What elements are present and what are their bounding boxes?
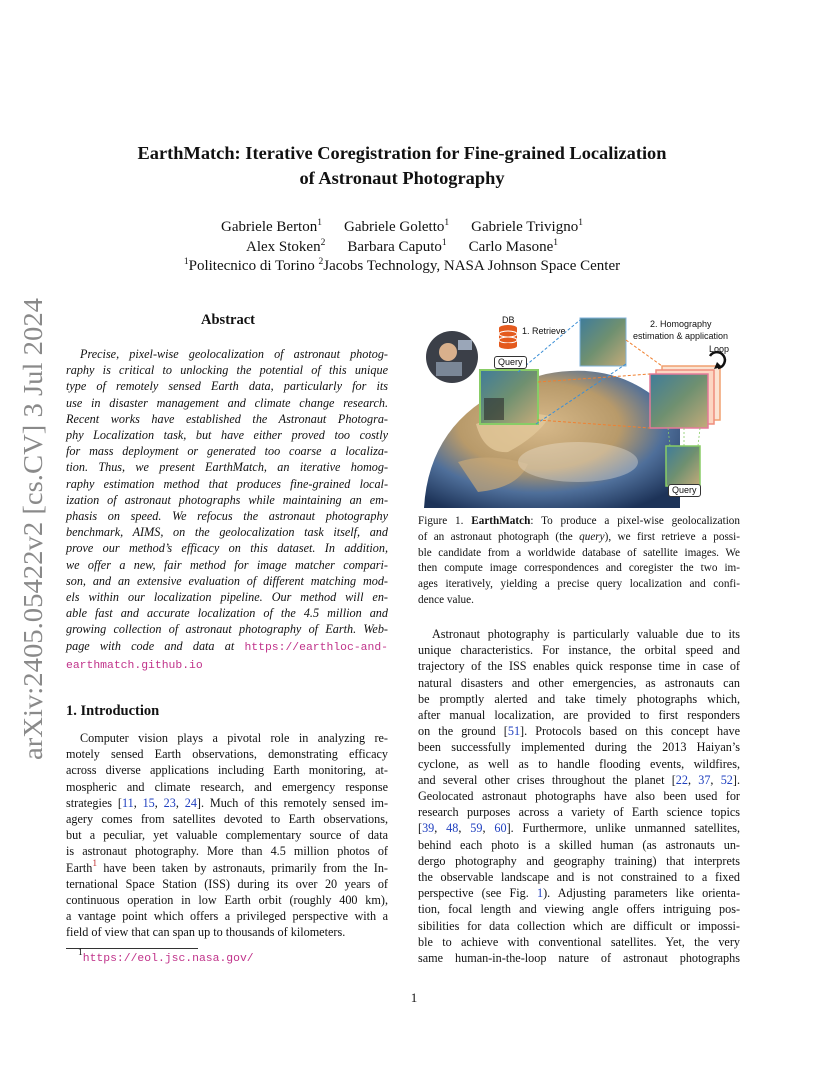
coregistered-image-stack bbox=[650, 374, 708, 428]
project-url-link[interactable]: https://earthloc-and- bbox=[244, 641, 388, 654]
body-line: mospheric and climate research, and emergency response bbox=[66, 779, 388, 794]
citation-link[interactable]: 23 bbox=[163, 795, 176, 810]
body-line: ternational Space Station (ISS) during its over 20 years of bbox=[66, 876, 388, 891]
section-heading-introduction: 1. Introduction bbox=[66, 703, 160, 719]
citation-link[interactable]: 51 bbox=[507, 724, 521, 739]
affiliation-mark: 1 bbox=[444, 218, 450, 228]
author-row-2 bbox=[96, 238, 708, 258]
title-line-2: of Astronaut Photography bbox=[299, 168, 505, 188]
abstract-line: for mass deployment or generated too coarse a localiza- bbox=[66, 444, 388, 459]
figure-1-caption bbox=[418, 514, 740, 609]
figure-label-homography: 2. Homography bbox=[650, 319, 712, 329]
body-line: natural disasters and other emergencies, as astronauts can bbox=[418, 675, 740, 690]
body-line: research purposes across a variety of Earth science topics bbox=[418, 805, 740, 820]
paper-title bbox=[96, 141, 708, 191]
body-line: tion, focal length and viewing angle offers intriguing pos- bbox=[418, 902, 740, 917]
earth-globe-image bbox=[424, 371, 680, 508]
abstract-heading: Abstract bbox=[201, 312, 255, 328]
author-name: Barbara Caputo bbox=[347, 238, 442, 255]
author-name: Alex Stoken bbox=[246, 238, 321, 255]
figure-1 bbox=[418, 312, 740, 508]
caption-line: dence value. bbox=[418, 593, 474, 606]
author-name: Gabriele Trivigno bbox=[471, 219, 579, 235]
author-name: Carlo Masone bbox=[468, 238, 554, 255]
author-name: Gabriele Goletto bbox=[343, 219, 445, 235]
abstract-line bbox=[66, 638, 388, 656]
citation-link[interactable]: 39 bbox=[422, 821, 435, 836]
body-line: continuous operation in low Earth orbit (roughly 400 km), bbox=[66, 893, 388, 908]
title-line-1: EarthMatch: Iterative Coregistration for Fine-grained Localization bbox=[137, 143, 667, 163]
body-line: motely sensed Earth observations, demonstrating efficacy bbox=[66, 747, 388, 762]
abstract-line: Precise, pixel-wise geolocalization of astronaut photog- bbox=[80, 347, 388, 361]
citation-link[interactable]: 22 bbox=[675, 772, 688, 787]
abstract-line: els within our localization pipeline. Our method will en- bbox=[66, 590, 388, 605]
abstract-line: prove our method’s efficacy on this dataset. In addition, bbox=[66, 541, 388, 556]
body-line: but a peculiar, yet valuable complementary source of data bbox=[66, 828, 388, 843]
citation-link[interactable]: 37 bbox=[698, 772, 711, 787]
author-row-1 bbox=[96, 218, 708, 238]
affiliation-mark: 1 bbox=[317, 218, 322, 228]
body-line: be promptly alerted and take timely photographs which, bbox=[418, 691, 740, 706]
body-line: dergo photography and geography training) that interprets bbox=[418, 853, 740, 868]
body-line: strategies [11, 15, 23, 24]. Much of this remotely sensed im- bbox=[66, 795, 388, 810]
caption-line: Figure 1. EarthMatch: To produce a pixel-wise geolocalization bbox=[418, 515, 740, 527]
abstract-line: type of remotely sensed Earth data, particularly for its bbox=[66, 379, 388, 394]
body-line: sibilities for data collection which are difficult or impossi- bbox=[418, 918, 740, 933]
abstract-line: growing collection of astronaut photography of Earth. Web- bbox=[66, 622, 388, 637]
body-line: is astronaut photography. More than 4.5 million photos of bbox=[66, 844, 388, 859]
abstract-body bbox=[66, 346, 388, 674]
affiliations bbox=[96, 257, 708, 277]
database-icon bbox=[499, 325, 517, 349]
body-line: same human-in-the-loop nature of astronaut photographs bbox=[418, 951, 740, 966]
caption-line: ages iteratively, yielding a precise query localization and confi- bbox=[418, 578, 740, 591]
figure-label-estimation: estimation & application bbox=[633, 331, 729, 341]
body-line: trajectory of the ISS enables quick response time in case of bbox=[418, 659, 740, 674]
body-line: field of view that can span up to thousands of kilometers. bbox=[66, 925, 346, 940]
arxiv-stamp-text: arXiv:2405.05422v2 [cs.CV] 3 Jul 2024 bbox=[18, 325, 48, 760]
caption-line: then compute image correspondences and coregister the two im- bbox=[418, 562, 740, 575]
affiliation-mark: 2 bbox=[320, 237, 326, 248]
body-line: Computer vision plays a pivotal role in analyzing re- bbox=[80, 731, 388, 745]
body-line: ble to achieve with conventional satellites. Yet, the very bbox=[418, 934, 740, 949]
body-line: unique characteristics. For instance, the orbital speed and bbox=[418, 643, 740, 658]
affiliation-mark: 1 bbox=[578, 218, 583, 228]
abstract-line: Recent works have established the Astronaut Photogra- bbox=[66, 411, 388, 426]
affiliation-mark: 1 bbox=[441, 237, 447, 248]
affiliation-mark: 1 bbox=[183, 257, 189, 267]
body-line: a vantage point which offers a privileged perspective with a bbox=[66, 909, 388, 924]
figure-ref-link[interactable]: 1 bbox=[537, 886, 544, 901]
affiliation-mark: 2 bbox=[318, 257, 324, 267]
citation-link[interactable]: 48 bbox=[446, 821, 459, 836]
body-line: cyclone, as well as to handle flooding events, wildfires, bbox=[418, 756, 740, 771]
footnote-url-link[interactable]: https://eol.jsc.nasa.gov/ bbox=[82, 953, 254, 965]
citation-link[interactable]: 15 bbox=[142, 795, 155, 810]
arxiv-stamp bbox=[4, 282, 56, 782]
figure-label-db: DB bbox=[502, 315, 515, 325]
affiliation-1: Politecnico di Torino bbox=[188, 258, 319, 274]
abstract-line: ization of astronaut photographs while maintaining an em- bbox=[66, 492, 388, 507]
footnote-rule bbox=[66, 948, 198, 949]
caption-line: ble candidate from a worldwide database of satellite images. We bbox=[418, 546, 740, 559]
body-line: Earth$^1$ have been taken by astronauts, primarily from the In- bbox=[66, 858, 388, 875]
body-line: on the ground [51]. Protocols based on this concept have bbox=[418, 724, 740, 739]
body-line: perspective (see Fig. 1). Adjusting parameters like orienta- bbox=[418, 886, 740, 901]
affiliation-2: Jacobs Technology, NASA Johnson Space Center bbox=[323, 258, 621, 274]
citation-link[interactable]: 59 bbox=[470, 821, 483, 836]
body-line: after manual localization, are provided to first responders bbox=[418, 708, 740, 723]
citation-link[interactable]: 52 bbox=[720, 772, 733, 787]
abstract-line: son, and an extensive evaluation of different matching mod- bbox=[66, 573, 388, 588]
figure-1-graphic bbox=[418, 312, 740, 508]
retrieved-satellite-image bbox=[580, 318, 626, 366]
author-name: Gabriele Berton bbox=[221, 219, 318, 235]
abstract-line: benchmark, AIMS, on the geolocalization task itself, and bbox=[66, 525, 388, 540]
abstract-line: able fast and accurate localization of the 4.5 million and bbox=[66, 606, 388, 621]
abstract-line: phy Localization task, but have either proved too costly bbox=[66, 428, 388, 443]
citation-link[interactable]: 60 bbox=[494, 821, 507, 836]
author-block bbox=[96, 218, 708, 277]
figure-label-query-top: Query bbox=[494, 356, 527, 369]
body-line: Geolocated astronaut photographs have also been used for bbox=[418, 789, 740, 804]
abstract-line: use in disaster management and climate change research. bbox=[66, 395, 388, 410]
citation-link[interactable]: 11 bbox=[121, 795, 134, 810]
abstract-line: we offer a new, fair method for image matcher compari- bbox=[66, 557, 388, 572]
body-line: been successfully implemented during the 2013 Haiyan’s bbox=[418, 740, 740, 755]
abstract-line: phasis on speed. We refocus the astronaut photography bbox=[66, 509, 388, 524]
body-line: the observable landscape and is not constrained to a fixed bbox=[418, 870, 740, 885]
abstract-line: raphy is critical to unlocking the potential of this unique bbox=[66, 363, 388, 378]
figure-label-retrieve: 1. Retrieve bbox=[522, 326, 566, 336]
abstract-line: tion. Thus, we present EarthMatch, an iterative homog- bbox=[66, 460, 388, 475]
figure-label-loop: Loop bbox=[709, 344, 730, 354]
body-line: behind each photo is a skilled human (as astronauts un- bbox=[418, 837, 740, 852]
abstract-line bbox=[66, 656, 388, 674]
footnote-link[interactable]: 1 bbox=[92, 858, 98, 869]
body-line: Astronaut photography is particularly valuable due to its bbox=[432, 627, 740, 641]
citation-link[interactable]: 24 bbox=[184, 795, 197, 810]
body-line: across diverse applications including Earth monitoring, at- bbox=[66, 763, 388, 778]
abstract-text: page with code and data at bbox=[66, 638, 245, 653]
page-number: 1 bbox=[410, 990, 418, 1005]
body-line: agery comes from satellites devoted to Earth observations, bbox=[66, 812, 388, 827]
query-image-bottom bbox=[666, 446, 700, 486]
abstract-line: raphy estimation method that produces fine-grained local- bbox=[66, 476, 388, 491]
caption-title: EarthMatch bbox=[471, 515, 531, 527]
affiliation-mark: 1 bbox=[553, 237, 558, 248]
body-line: and several other crises throughout the planet [22, 37, 52]. bbox=[418, 772, 740, 787]
footnote: $^1$https://eol.jsc.nasa.gov/ bbox=[78, 948, 254, 965]
right-column-body bbox=[418, 626, 740, 966]
body-line: [39, 48, 59, 60]. Furthermore, unlike unmanned satellites, bbox=[418, 821, 741, 836]
project-url-link-cont[interactable]: earthmatch.github.io bbox=[66, 659, 203, 672]
figure-label-query-bottom: Query bbox=[668, 484, 701, 497]
introduction-body bbox=[66, 730, 388, 941]
caption-line: of an astronaut photograph (the query), we first retrieve a possi- bbox=[418, 530, 740, 543]
